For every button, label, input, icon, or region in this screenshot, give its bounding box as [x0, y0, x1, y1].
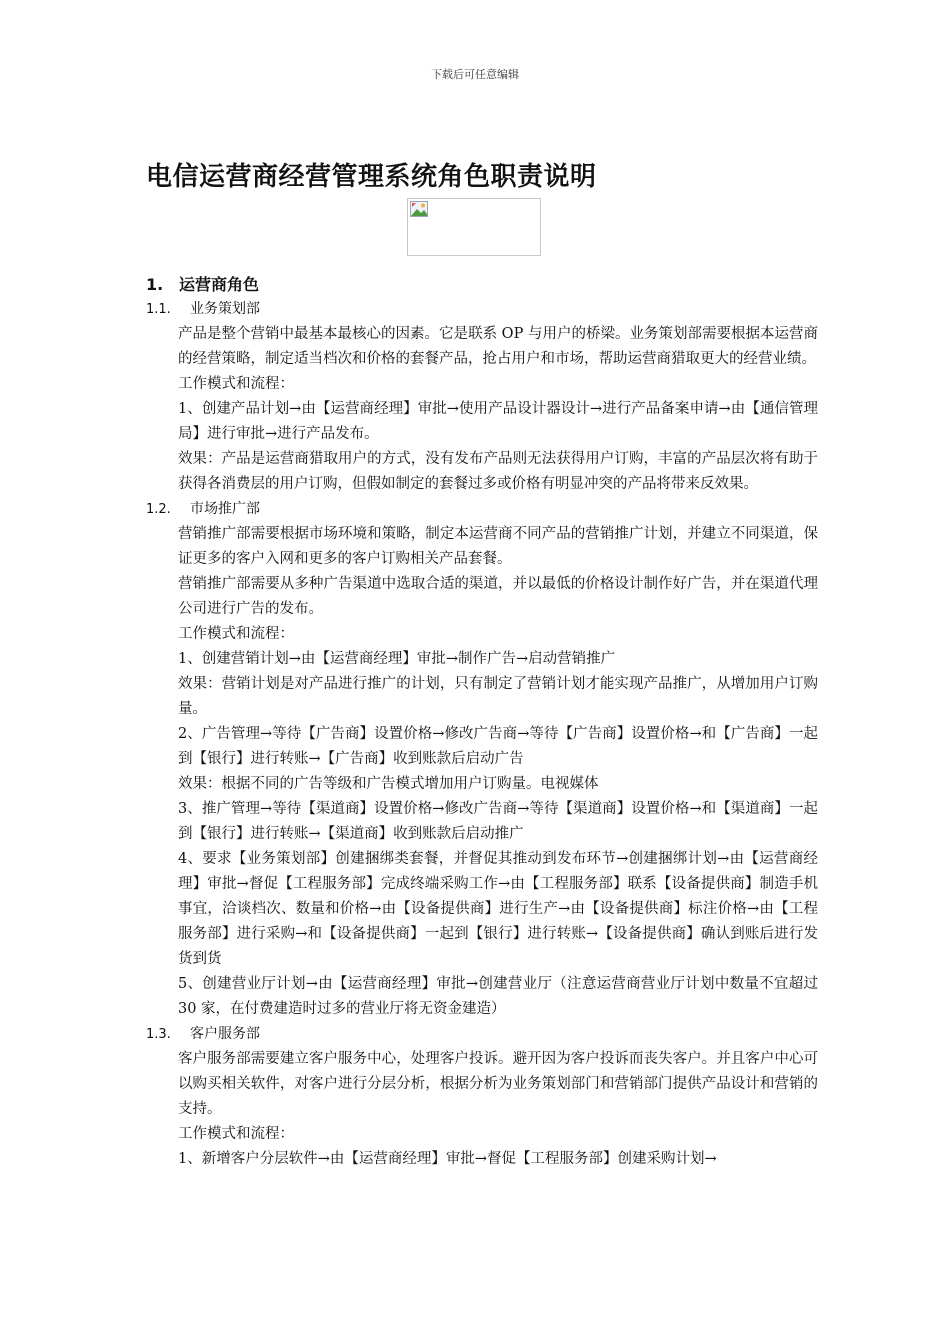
- paragraph: 2、广告管理→等待【广告商】设置价格→修改广告商→等待【广告商】设置价格→和【广告商】一起到【银行】进行转账→【广告商】收到账款后启动广告: [178, 726, 818, 767]
- subsection-heading: [146, 497, 826, 522]
- paragraph: 工作模式和流程：: [178, 1126, 294, 1142]
- subsection-heading: [146, 297, 826, 322]
- subsection-number: 1.3.: [146, 1027, 171, 1042]
- subsection-title: 市场推广部: [190, 501, 260, 517]
- subsection-number: 1.1.: [146, 302, 171, 317]
- document-body: [146, 272, 826, 1172]
- paragraph: 5、创建营业厅计划→由【运营商经理】审批→创建营业厅（注意运营商营业厅计划中数量不宜超过 30 家，在付费建造时过多的营业厅将无资金建造）: [178, 976, 818, 1017]
- subsection-title: 客户服务部: [190, 1026, 260, 1042]
- paragraph: 工作模式和流程：: [178, 376, 294, 392]
- subsection-number: 1.2.: [146, 502, 171, 517]
- subsection-title: 业务策划部: [190, 301, 260, 317]
- paragraph: 工作模式和流程：: [178, 626, 294, 642]
- section-title: 运营商角色: [179, 275, 260, 294]
- paragraph: 营销推广部需要根据市场环境和策略，制定本运营商不同产品的营销推广计划，并建立不同渠道，保证更多的客户入网和更多的客户订购相关产品套餐。: [178, 526, 818, 567]
- paragraph: 营销推广部需要从多种广告渠道中选取合适的渠道，并以最低的价格设计制作好广告，并在渠道代理公司进行广告的发布。: [178, 576, 818, 617]
- paragraph: 效果：产品是运营商猎取用户的方式，没有发布产品则无法获得用户订购，丰富的产品层次将有助于获得各消费层的用户订购，但假如制定的套餐过多或价格有明显冲突的产品将带来反效果。: [178, 451, 818, 492]
- paragraph: 效果：根据不同的广告等级和广告模式增加用户订购量。电视媒体: [178, 776, 599, 792]
- paragraph: 客户服务部需要建立客户服务中心，处理客户投诉。避开因为客户投诉而丧失客户。并且客户中心可以购买相关软件，对客户进行分层分析，根据分析为业务策划部门和营销部门提供产品设计和营销的支持。: [178, 1051, 818, 1117]
- subsection-heading: [146, 1022, 826, 1047]
- document-title: 电信运营商经营管理系统角色职责说明: [146, 162, 597, 192]
- paragraph: 1、创建产品计划→由【运营商经理】审批→使用产品设计器设计→进行产品备案申请→由【通信管理局】进行审批→进行产品发布。: [178, 401, 818, 442]
- paragraph: 1、新增客户分层软件→由【运营商经理】审批→督促【工程服务部】创建采购计划→: [178, 1151, 717, 1167]
- paragraph: 产品是整个营销中最基本最核心的因素。它是联系 OP 与用户的桥梁。业务策划部需要根据本运营商的经营策略，制定适当档次和价格的套餐产品，抢占用户和市场，帮助运营商猎取更大的经营业绩。: [178, 326, 818, 367]
- paragraph: 效果：营销计划是对产品进行推广的计划，只有制定了营销计划才能实现产品推广，从增加用户订购量。: [178, 676, 818, 717]
- section-heading: [146, 272, 826, 297]
- page-header-note: 下载后可任意编辑: [431, 68, 519, 81]
- broken-image-icon: [410, 201, 428, 217]
- section-number: 1.: [146, 275, 164, 294]
- paragraph: 4、要求【业务策划部】创建捆绑类套餐，并督促其推动到发布环节→创建捆绑计划→由【运营商经理】审批→督促【工程服务部】完成终端采购工作→由【工程服务部】联系【设备提供商】制造手机事宜，洽谈档次、数量和价格→由【设备提供商】进行生产→由【设备提供商】标注价格→由【工程服务部】进行采购→和【设备提供商】一起到【银行】进行转账→【设备提供商】确认到账后进行发货到货: [178, 851, 818, 967]
- embedded-image-placeholder: [407, 198, 541, 256]
- paragraph: 1、创建营销计划→由【运营商经理】审批→制作广告→启动营销推广: [178, 651, 616, 667]
- paragraph: 3、推广管理→等待【渠道商】设置价格→修改广告商→等待【渠道商】设置价格→和【渠道商】一起到【银行】进行转账→【渠道商】收到账款后启动推广: [178, 801, 818, 842]
